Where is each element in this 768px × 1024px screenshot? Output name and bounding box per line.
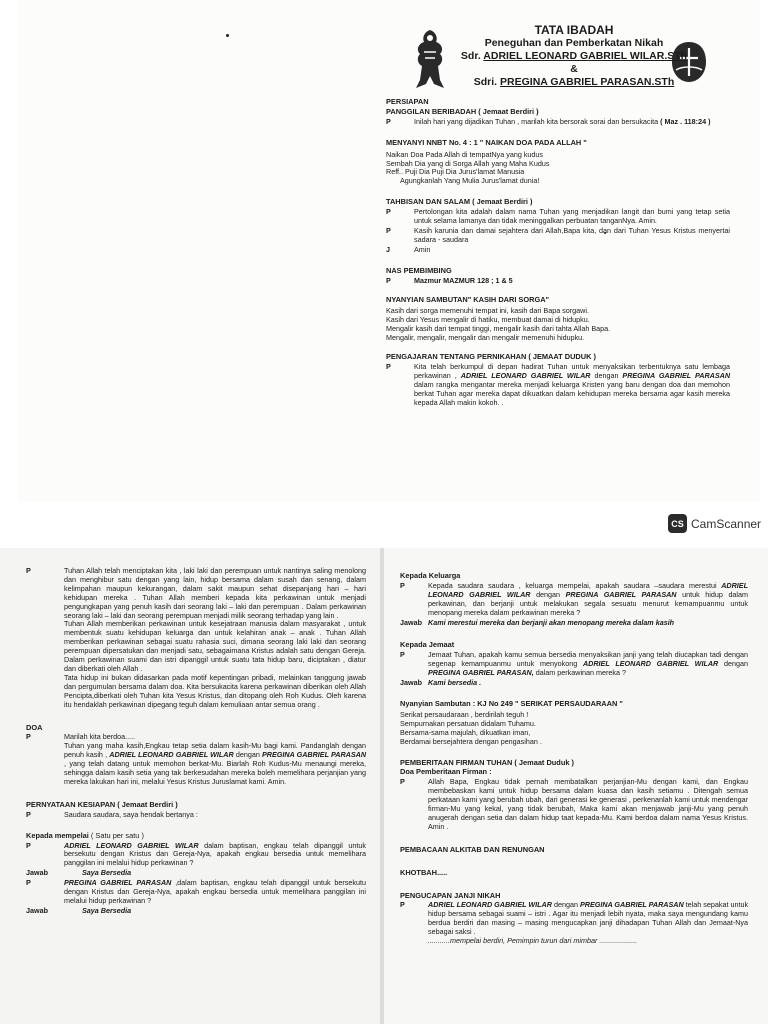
section-heading: Kepada Keluarga: [400, 571, 461, 580]
bride-prefix: Sdri.: [473, 76, 498, 88]
liturgy-line: [400, 651, 748, 678]
groom-name-inline: ADRIEL LEONARD GABRIEL WILAR: [460, 370, 591, 380]
bride-name-inline: PREGINA GABRIEL PARASAN: [579, 900, 684, 910]
response-label: Jawab: [26, 905, 48, 915]
response-text: Kami merestui mereka dan berjanji akan menopang mereka dalam kasih: [428, 617, 675, 627]
groom-name: ADRIEL LEONARD GABRIEL WILAR.STh: [483, 50, 688, 62]
liturgy-line: [26, 567, 366, 710]
liturgy-text: Allah Bapa, Engkau tidak pernah membatalkan perjanjian-Mu dengan kami, dan Engkau membebaskan kami untuk hidup bersama dalam kuasa dan kasih setiamu . Ditengah semua perkataan kami yang berubah ubah, dari generasi ke generasi , perkenanlah kami untuk mendengar firman-Mu yang kekal, yang tidak berubah, Maka kami akan menjawab janji-Mu yang penuh anugerah dengan setia dan dalam hidup taat kepada-Mu. Kami berdoa dalam nama Yesus Kristus. Amin .: [428, 777, 748, 831]
section-heading: Nyanyian Sambutan : KJ No 249 " SERIKAT PERSAUDARAAN ": [400, 698, 623, 708]
liturgy-text: dalam baptisan, engkau telah dipanggil untuk bersekutu dengan Kristus dan Gereja-Nya, apakah engkau bersedia untuk memelihara panggilan ini melalui hidup perkawinan ?: [64, 840, 367, 868]
liturgy-line: [386, 208, 730, 226]
hymn-line: Kasih dari sorga memenuhi tempat ini, kasih dari Bapa sorgawi.: [386, 306, 589, 316]
camscanner-label: CamScanner: [691, 516, 762, 531]
section-heading: MENYANYI NNBT No. 4 : 1 " NAIKAN DOA PADA ALLAH ": [386, 137, 587, 147]
section-heading: PENGAJARAN TENTANG PERNIKAHAN ( JEMAAT DUDUK ): [386, 352, 596, 362]
hymn-line: Berdamai bersejahtera dengan pengasihan .: [400, 736, 542, 746]
camscanner-watermark: [668, 514, 761, 533]
speaker-label: P: [26, 878, 31, 888]
rubric-text: ...........mempelai berdiri, Pemimpin turun dari mimbar ...................: [428, 936, 638, 946]
liturgy-line: [26, 733, 366, 786]
response-line: [400, 679, 748, 688]
scripture-ref: ( Maz . 118:24 ): [660, 116, 711, 126]
liturgy-text: dengan: [553, 900, 578, 910]
liturgy-text: Saudara saudara, saya hendak bertanya :: [64, 809, 198, 819]
section-heading: Kepada Jemaat: [400, 640, 455, 650]
speaker-label: P: [400, 900, 405, 910]
liturgy-text: dalam rangka mengantar mereka menjadi keluarga Kristen yang baru dengan doa dan memohon berkat Tuhan agar mereka dapat dikuatkan dalam kehidupan mereka bersama agar kasih mereka kepada Allah makin kokoh. .: [414, 379, 730, 407]
speaker-label: P: [386, 116, 391, 126]
speaker-label: P: [400, 580, 405, 590]
hymn-line: Agungkanlah Yang Mulia Jurus'lamat dunia!: [400, 176, 540, 186]
liturgy-line: [400, 901, 748, 946]
bride-name-inline: PREGINA GABRIEL PARASAN: [64, 878, 172, 888]
liturgy-line: [386, 118, 730, 127]
bride-name-inline: PREGINA GABRIEL PARASAN,: [428, 668, 534, 678]
liturgy-text: Pertolongan kita adalah dalam nama Tuhan yang menjadikan langit dan bumi yang tetap setia untuk selama lamanya dan tidak meninggalkan perbuatan tanganNya. Amin.: [414, 207, 730, 226]
response-label: Jawab: [400, 617, 422, 627]
speaker-label: P: [386, 207, 391, 217]
liturgy-text: untuk hidup dalam perkawinan, dan berjanji untuk melakukan segala sesuatu menurut kemampuanmu untuk menopang mereka dalam perkawinan mereka ?: [428, 589, 749, 617]
groom-prefix: Sdr.: [460, 50, 481, 62]
response-text: Kami bersedia .: [428, 678, 482, 688]
hymn-line: Reff.. Puji Dia Puji Dia Jurus'lamat Manusia: [386, 167, 525, 177]
section-heading: PEMBACAAN ALKITAB DAN RENUNGAN: [400, 844, 545, 854]
doc-title: TATA IBADAH: [534, 23, 614, 37]
hymn-line: Naikan Doa Pada Allah di tempatNya yang kudus: [386, 149, 544, 159]
section-heading: NAS PEMBIMBING: [386, 265, 452, 275]
liturgy-text: Jemaat Tuhan, apakah kamu semua bersedia menyaksikan janji yang telah diucapkan tadi dengan segenap kemampuanmu untuk menyokong: [428, 650, 748, 669]
hymn-line: Bersama-sama majulah, dikuatkan iman,: [400, 727, 531, 737]
doc-subtitle: Peneguhan dan Pemberkatan Nikah: [484, 37, 664, 49]
response-label: Jawab: [400, 678, 422, 688]
groom-name-inline: ADRIEL LEONARD GABRIEL WILAR: [109, 750, 234, 760]
speck: [226, 34, 229, 37]
groom-name-inline: ADRIEL LEONARD GABRIEL WILAR: [64, 840, 199, 850]
speaker-label: P: [400, 777, 405, 787]
liturgy-text: Tata hidup ini bukan didasarkan pada motif kepentingan pribadi, melainkan tanggung jawab dan pergumulan bersama dalam doa. Kita bersukacita karena perkawinan diberikan oleh Allah Pencipta,diberkati oleh Tuhan kita Yesus Kristus, dan ditopang oleh Roh Kudus. Oleh karena itu hendaklah perkawinan dipegang teguh dalam kemuliaan antar semua orang .: [64, 672, 366, 709]
groom-name-inline: ADRIEL LEONARD GABRIEL WILAR: [582, 659, 719, 669]
liturgy-text: Tuhan yang maha kasih,Engkau tetap setia dalam kasih-Mu bagi kami. Pandanglah dengan penuh kasih ,: [64, 741, 366, 760]
liturgy-text: telah sepakat untuk hidup bersama sebagai suami – istri . Agar itu menjadi lebih nyata, maka saya mengundang kamu berdua berdiri dan masing – masing mengucapkan janji dihadapan Tuhan Allah dan Jemaat-Nya sebagai saksi .: [428, 900, 749, 937]
bride-name-inline: PREGINA GABRIEL PARASAN: [262, 750, 367, 760]
section-heading-text: Kepada mempelai: [26, 830, 89, 840]
liturgy-line: [400, 582, 748, 618]
liturgy-line: [26, 879, 366, 906]
section-note: ( Satu per satu ): [90, 830, 144, 840]
speaker-label: P: [400, 650, 405, 660]
hymn-line: Sempurnakan persatuan didalam Tuhamu.: [400, 718, 536, 728]
section-heading: PANGGILAN BERIBADAH ( Jemaat Berdiri ): [386, 106, 539, 116]
response-line: [400, 619, 748, 628]
liturgy-text: Tuhan Allah telah menciptakan kita , laki laki dan perempuan untuk nantinya saling menolong dan menghibur satu dengan yang lain, hidup bersama dalam susah dan senang, dalam kelimpahan maupun kekurangan, dalam sakit maupun sehat disepanjang hari – hari kehidupan mereka . Tuhan Allah memberi kepada kita perkawinan untuk menjadi pengungkapan yang penuh kasih dari seorang laki – laki dan perempuan . Dalam perkawinan seorang laki – laki dan seorang perempuan menjadi milik seorang terhadap yang lain .: [64, 566, 366, 620]
section-heading: NYANYIAN SAMBUTAN" KASIH DARI SORGA": [386, 294, 550, 304]
section-heading: PEMBERITAAN FIRMAN TUHAN ( Jemaat Duduk ): [400, 757, 574, 767]
hymn-line: Mengalir kasih dari tempat tinggi, mengalir kasih dari tahta Allah Bapa.: [386, 324, 611, 334]
response-text: Saya Bersedia: [82, 905, 132, 915]
hymn-line: Mengalir, mengalir, mengalir dan mengalir memenuhi hidupku.: [386, 333, 585, 343]
bride-name: PREGINA GABRIEL PARASAN.STh: [500, 76, 675, 88]
liturgy-text: dengan: [536, 589, 561, 599]
liturgy-text: Kasih karunia dan damai sejahtera dari Allah,Bapa kita, dan dari Tuhan Yesus Kristus menyertai sadara - saudara: [414, 225, 730, 244]
section-heading: PENGUCAPAN JANJI NIKAH: [400, 890, 501, 900]
liturgy-line: [386, 246, 730, 255]
left-page-content: [26, 566, 366, 916]
speaker-label: J: [386, 244, 390, 254]
section-heading: PERSIAPAN: [386, 97, 429, 106]
speaker-label: P: [386, 275, 391, 285]
groom-name-inline: ADRIEL LEONARD GABRIEL WILAR: [428, 580, 748, 599]
seal-figure-logo-icon: [412, 28, 448, 90]
liturgy-text: , yang telah datang untuk memohon berkat-Mu. Biarlah Roh Kudus-Mu menaungi mereka, sehingga dalam kasih setia yang tak berkesudahan mereka boleh memelihara perjanjian yang mereka lakukan hari ini, melalui Yesus Kristus Juruslamat kami. Amin.: [64, 759, 366, 786]
section-subheading: Doa Pemberitaan Firman :: [400, 767, 492, 777]
section-heading: [26, 832, 366, 841]
response-line: [26, 869, 366, 878]
liturgy-text: ,dalam baptisan, engkau telah dipanggil untuk bersekutu dengan Kristus dan Gereja-Nya, apakah engkau bersedia untuk memelihara panggilan ini melalui hidup perkawinan ?: [64, 878, 366, 905]
liturgy-text: Marilah kita berdoa.....: [64, 732, 136, 742]
liturgy-line: [26, 842, 366, 869]
liturgy-line: [26, 811, 366, 820]
section-heading: DOA: [26, 722, 43, 732]
bride-name-inline: PREGINA GABRIEL PARASAN: [565, 589, 677, 599]
section-heading: PERNYATAAN KESIAPAN ( Jemaat Berdiri ): [26, 799, 178, 809]
hymn-line: Sembah Dia yang di Sorga Allah yang Maha Kudus: [386, 158, 550, 168]
scripture-ref: Mazmur MAZMUR 128 ; 1 & 5: [414, 275, 513, 285]
speaker-label: P: [386, 225, 391, 235]
liturgy-text: dengan: [724, 659, 748, 669]
liturgy-text: dengan: [594, 370, 619, 380]
liturgy-line: [386, 277, 730, 286]
speaker-label: P: [26, 840, 31, 850]
liturgy-text: Inilah hari yang dijadikan Tuhan , marilah kita bersorak sorai dan bersukacita: [414, 116, 659, 126]
camscanner-logo-icon: CS: [668, 514, 687, 533]
liturgy-text: Tuhan Allah memberikan perkawinan untuk kesejatraan manusia dalam masyarakat , untuk membentuk suatu kehidupan keluarga dan untuk kelahiran anak – anak . Tuhan Allah memberikan perkawinan sebagai suatu rahasia suci, dimana seorang laki laki dan seorang perempuan dipersatukan dan menjadi satu, sebagaimana Kristus adalah satu dengan Gereja. Dalam perkawinan suami dan istri dipanggil untuk suatu tata hidup baru, diciptakan , diatur dan diberkati oleh Allah .: [64, 619, 366, 673]
liturgy-text: dalam perkawinan mereka ?: [535, 668, 626, 678]
response-line: [26, 907, 366, 916]
response-text: Saya Bersedia: [82, 868, 132, 878]
groom-name-inline: ADRIEL LEONARD GABRIEL WILAR: [428, 900, 552, 910]
speaker-label: P: [386, 361, 391, 371]
top-page-content: [386, 98, 730, 407]
liturgy-line: [386, 227, 730, 245]
section-heading: KHOTBAH.....: [400, 867, 448, 877]
bride-name-inline: PREGINA GABRIEL PARASAN: [622, 370, 731, 380]
liturgy-text: dengan: [235, 750, 260, 760]
ampersand: &: [570, 63, 578, 75]
liturgy-text: Kepada saudara saudara , keluarga mempelai, apakah saudara –saudara merestui: [428, 580, 717, 590]
speaker-label: P: [26, 809, 31, 819]
speaker-label: P: [26, 566, 31, 575]
hymn-line: Kasih dari Yesus mengalir di hatiku, membuat damai di hidupku.: [386, 315, 590, 325]
section-heading: TAHBISAN DAN SALAM ( Jemaat Berdiri ): [386, 197, 533, 207]
right-page-content: [400, 572, 748, 946]
liturgy-line: [386, 363, 730, 408]
speaker-label: P: [26, 732, 31, 742]
response-label: Jawab: [26, 868, 48, 878]
liturgy-text: Amin: [414, 244, 431, 254]
liturgy-text: Kita telah berkumpul di depan hadirat Tuhan untuk menyaksikan terbentuknya satu lembaga perkawinan ,: [414, 361, 730, 380]
liturgy-line: [400, 778, 748, 831]
document-header: [454, 24, 694, 89]
hymn-line: Serikat persaudaraan , berdirilah teguh !: [400, 709, 529, 719]
